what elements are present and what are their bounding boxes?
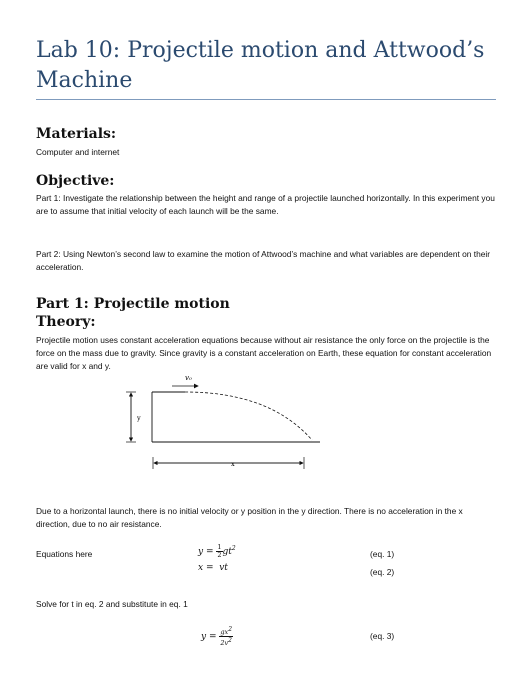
part1-heading: Part 1: Projectile motion [36, 296, 230, 312]
x-label: x [231, 460, 235, 468]
equation-1: y = $\frac{1}{2}$ $gt^2$ [198, 543, 236, 559]
objective-part1: Part 1: Investigate the relationship between the height and range of a projectile launched horizontally. In this experiment you are to assume that initial velocity of each launch will be the same. [36, 193, 495, 216]
objective-part2: Part 2: Using Newton’s second law to examine the motion of Attwood’s machine and what variables are dependent on their acceleration. [36, 249, 491, 272]
eq2-tag: (eq. 2) [370, 567, 395, 577]
v0-label: v₀ [185, 374, 192, 382]
projectile-diagram [137, 362, 330, 472]
objective-heading: Objective: [36, 173, 115, 189]
solve-text: Solve for t in eq. 2 and substitute in eq. 1 [36, 599, 188, 609]
equation-2: x = vt [198, 563, 228, 573]
materials-text: Computer and internet [36, 147, 120, 157]
title-divider [36, 99, 496, 100]
launch-text: Due to a horizontal launch, there is no initial velocity or y position in the y direction. There is no acceleration in the x direction, due to no air resistance. [36, 506, 463, 529]
trajectory-path [185, 392, 312, 440]
eq1-tag: (eq. 1) [370, 549, 395, 559]
eq3-tag: (eq. 3) [370, 631, 395, 641]
theory-text: Projectile motion uses constant acceleration equations because without air resistance the only force on the projectile is the force on the mass due to gravity. Since gravity is a constant acceleration on Earth, these equation for constant acceleration are valid for x and y. [36, 335, 492, 371]
equation-3: y = $\frac{gx^2}{2v^2}$ [201, 626, 233, 648]
theory-heading: Theory: [36, 314, 96, 330]
page-title: Lab 10: Projectile motion and Attwood’s Machine [36, 38, 485, 93]
y-label: y [137, 414, 141, 422]
equations-label: Equations here [36, 549, 93, 559]
materials-heading: Materials: [36, 126, 117, 142]
